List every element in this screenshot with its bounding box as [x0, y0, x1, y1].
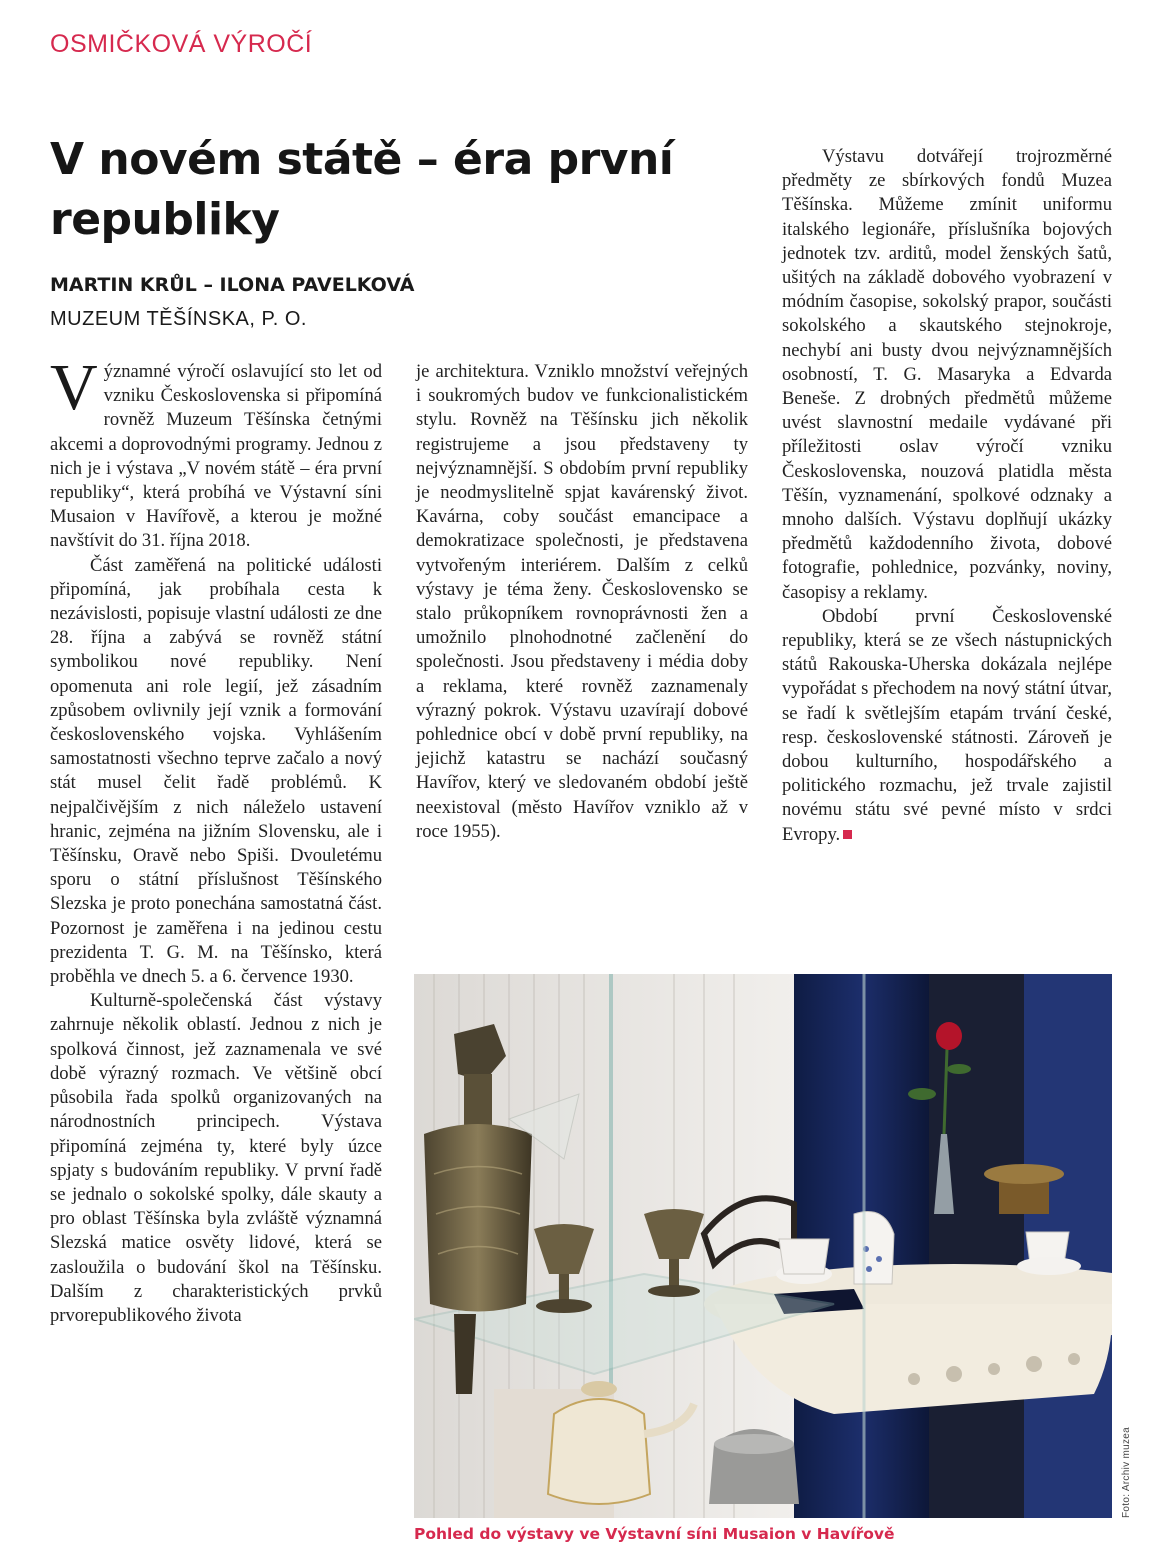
article-authors: MARTIN KRŮL – ILONA PAVELKOVÁ — [50, 274, 415, 296]
photo-credit: Foto: Archiv muzea — [1121, 1427, 1132, 1518]
article-column-2 — [416, 360, 748, 844]
article-title: V novém státě – éra první republiky — [50, 134, 674, 245]
paragraph-conclusion — [782, 605, 1112, 847]
paragraph-intro — [50, 351, 382, 554]
end-mark-icon — [843, 830, 852, 839]
article-column-3 — [782, 145, 1112, 847]
article-column-1 — [50, 351, 382, 1328]
paragraph-culture: Kulturně-společenská část výstavy zahrnuje několik oblastí. Jednou z nich je spolková činnost, jež zaznamenala ve své době výrazný rozmach. Ve většině obcí působila řada spolků organizovaných na národnostních principech. Výstava připomíná zejména ty, které byly úzce spjaty s budováním republiky. V první řadě se jednalo o sokolské spolky, dále skauty a pro oblast Těšínska byla zvláště významná Slezská matice osvěty lidové, která se zasloužila o budování škol na Těšínsku. Dalším z charakteristických prvků prvorepublikového života — [50, 990, 382, 1326]
paragraph-architecture: je architektura. Vzniklo množství veřejných i soukromých budov ve funkcionalistickém stylu. Rovněž na Těšínsku jich několik registrujeme a jsou představeny ty nejvýznamnější. S obdobím první republiky je neodmyslitelně spjat kavárenský život. Kavárna, coby součást emancipace a demokratizace společnosti, je představena vytvořeným interiérem. Dalším z celků výstavy je téma ženy. Československo se stalo průkopníkem rovnoprávnosti žen a umožnilo plnohodnotné začlenění do společnosti. Jsou představeny i média doby a reklama, které rovněž zaznamenaly výrazný pokrok. Výstavu uzavírají dobové pohlednice obcí v době první republiky, na jejichž katastru se nachází současný Havířov, který ve sledovaném období ještě neexistoval (město Havířov vzniklo až v roce 1955). — [416, 361, 748, 842]
section-label: OSMIČKOVÁ VÝROČÍ — [50, 30, 313, 58]
exhibition-photo — [414, 974, 1112, 1518]
author-affiliation: MUZEUM TĚŠÍNSKA, P. O. — [50, 308, 307, 330]
paragraph-conclusion-text: Období první Československé republiky, která se ze všech nástupnických států Rakouska-Uherska dokázala nejlépe vypořádat s přechodem na nový státní útvar, se řadí k světlejším etapám trvání české, resp. československé státnosti. Zároveň je dobou kulturního, hospodářského a politického rozmachu, jež trvale zajistil novému státu své pevné místo v srdci Evropy. — [782, 605, 1112, 845]
drop-cap: V — [50, 351, 98, 424]
paragraph-intro-text: ýznamné výročí oslavující sto let od vzniku Československa si připomíná rovněž Muzeum Těšínska četnými akcemi a doprovodnými programy. Jednou z nich je i výstava „V novém státě – éra první republiky“, která probíhá ve Výstavní síni Musaion v Havířově, a kterou je možné navštívit do 31. října 2018. — [50, 361, 382, 552]
paragraph-politics: Část zaměřená na politické události připomíná, jak probíhala cesta k nezávislosti, popisuje vlastní události ze dne 28. října a zabývá se rovněž státní symbolikou nové republiky. Není opomenuta ani role legií, jež zásadním způsobem ovlivnily její vznik a formování československého vojska. Vyhlášením samostatnosti všechno teprve začalo a nový stát musel čelit řadě problémů. K nejpalčivějším z nich náleželo ustavení hranic, zejména na jižním Slovensku, ale i Těšínsku, Oravě nebo Spiši. Dvouletému sporu o státní příslušnost Těšínského Slezska je proto ponechána samostatná část. Pozornost je zaměřena i na jedinou cestu prezidenta T. G. M. na Těšínsko, která proběhla ve dnech 5. a 6. července 1930. — [50, 554, 382, 988]
paragraph-objects: Výstavu dotvářejí trojrozměrné předměty ze sbírkových fondů Muzea Těšínska. Můžeme zmínit uniformu italského legionáře, příslušníka bojových jednotek tzv. arditů, model ženských šatů, ušitých na základě dobového vyobrazení v módním časopise, sokolský prapor, součásti sokolského a skautského stejnokroje, nechybí ani busty dvou nejvýznamnějších osobností, T. G. Masaryka a Edvarda Beneše. Z drobných předmětů můžeme uvést slavnostní medaile vydávané při příležitosti oslav výročí vzniku Československa, nouzová platidla města Těšín, vyznamenání, spolkové odznaky a mnoho dalších. Výstavu doplňují ukázky předmětů každodenního života, dobové fotografie, pohlednice, pozvánky, noviny, časopisy a reklamy. — [782, 146, 1112, 603]
photo-caption: Pohled do výstavy ve Výstavní síni Musaion v Havířově — [414, 1525, 895, 1543]
